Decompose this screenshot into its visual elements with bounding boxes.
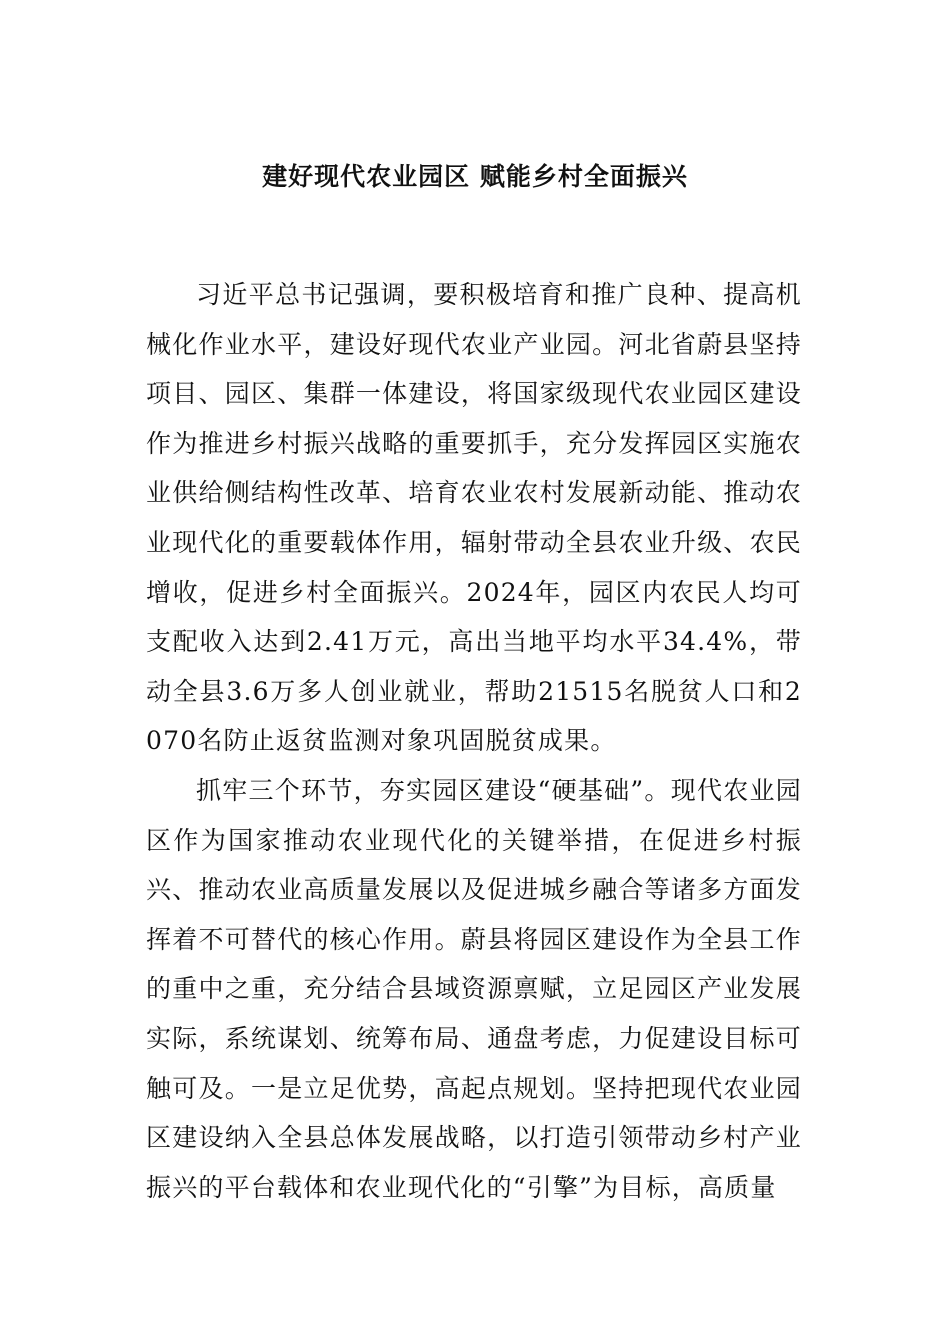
paragraph-2: 抓牢三个环节，夯实园区建设“硬基础”。现代农业园区作为国家推动农业现代化的关键举措，在促进乡村振兴、推动农业高质量发展以及促进城乡融合等诸多方面发挥着不可替代的核心作用。蔚县将园区建设作为全县工作的重中之重，充分结合县域资源禀赋，立足园区产业发展实际，系统谋划、统筹布局、通盘考虑，力促建设目标可触可及。一是立足优势，高起点规划。坚持把现代农业园区建设纳入全县总体发展战略，以打造引领带动乡村产业振兴的平台载体和农业现代化的“引擎”为目标，高质量 — [146, 775, 802, 1202]
paragraph-1: 习近平总书记强调，要积极培育和推广良种、提高机械化作业水平，建设好现代农业产业园。河北省蔚县坚持项目、园区、集群一体建设，将国家级现代农业园区建设作为推进乡村振兴战略的重要抓手，充分发挥园区实施农业供给侧结构性改革、培育农业农村发展新动能、推动农业现代化的重要载体作用，辐射带动全县农业升级、农民增收，促进乡村全面振兴。2024年，园区内农民人均可支配收入达到2.41万元，高出当地平均水平34.4%，带动全县3.6万多人创业就业，帮助21515名脱贫人口和2070名防止返贫监测对象巩固脱贫成果。 — [146, 280, 802, 756]
document-body — [146, 270, 802, 1212]
document-title: 建好现代农业园区 赋能乡村全面振兴 — [262, 162, 688, 191]
